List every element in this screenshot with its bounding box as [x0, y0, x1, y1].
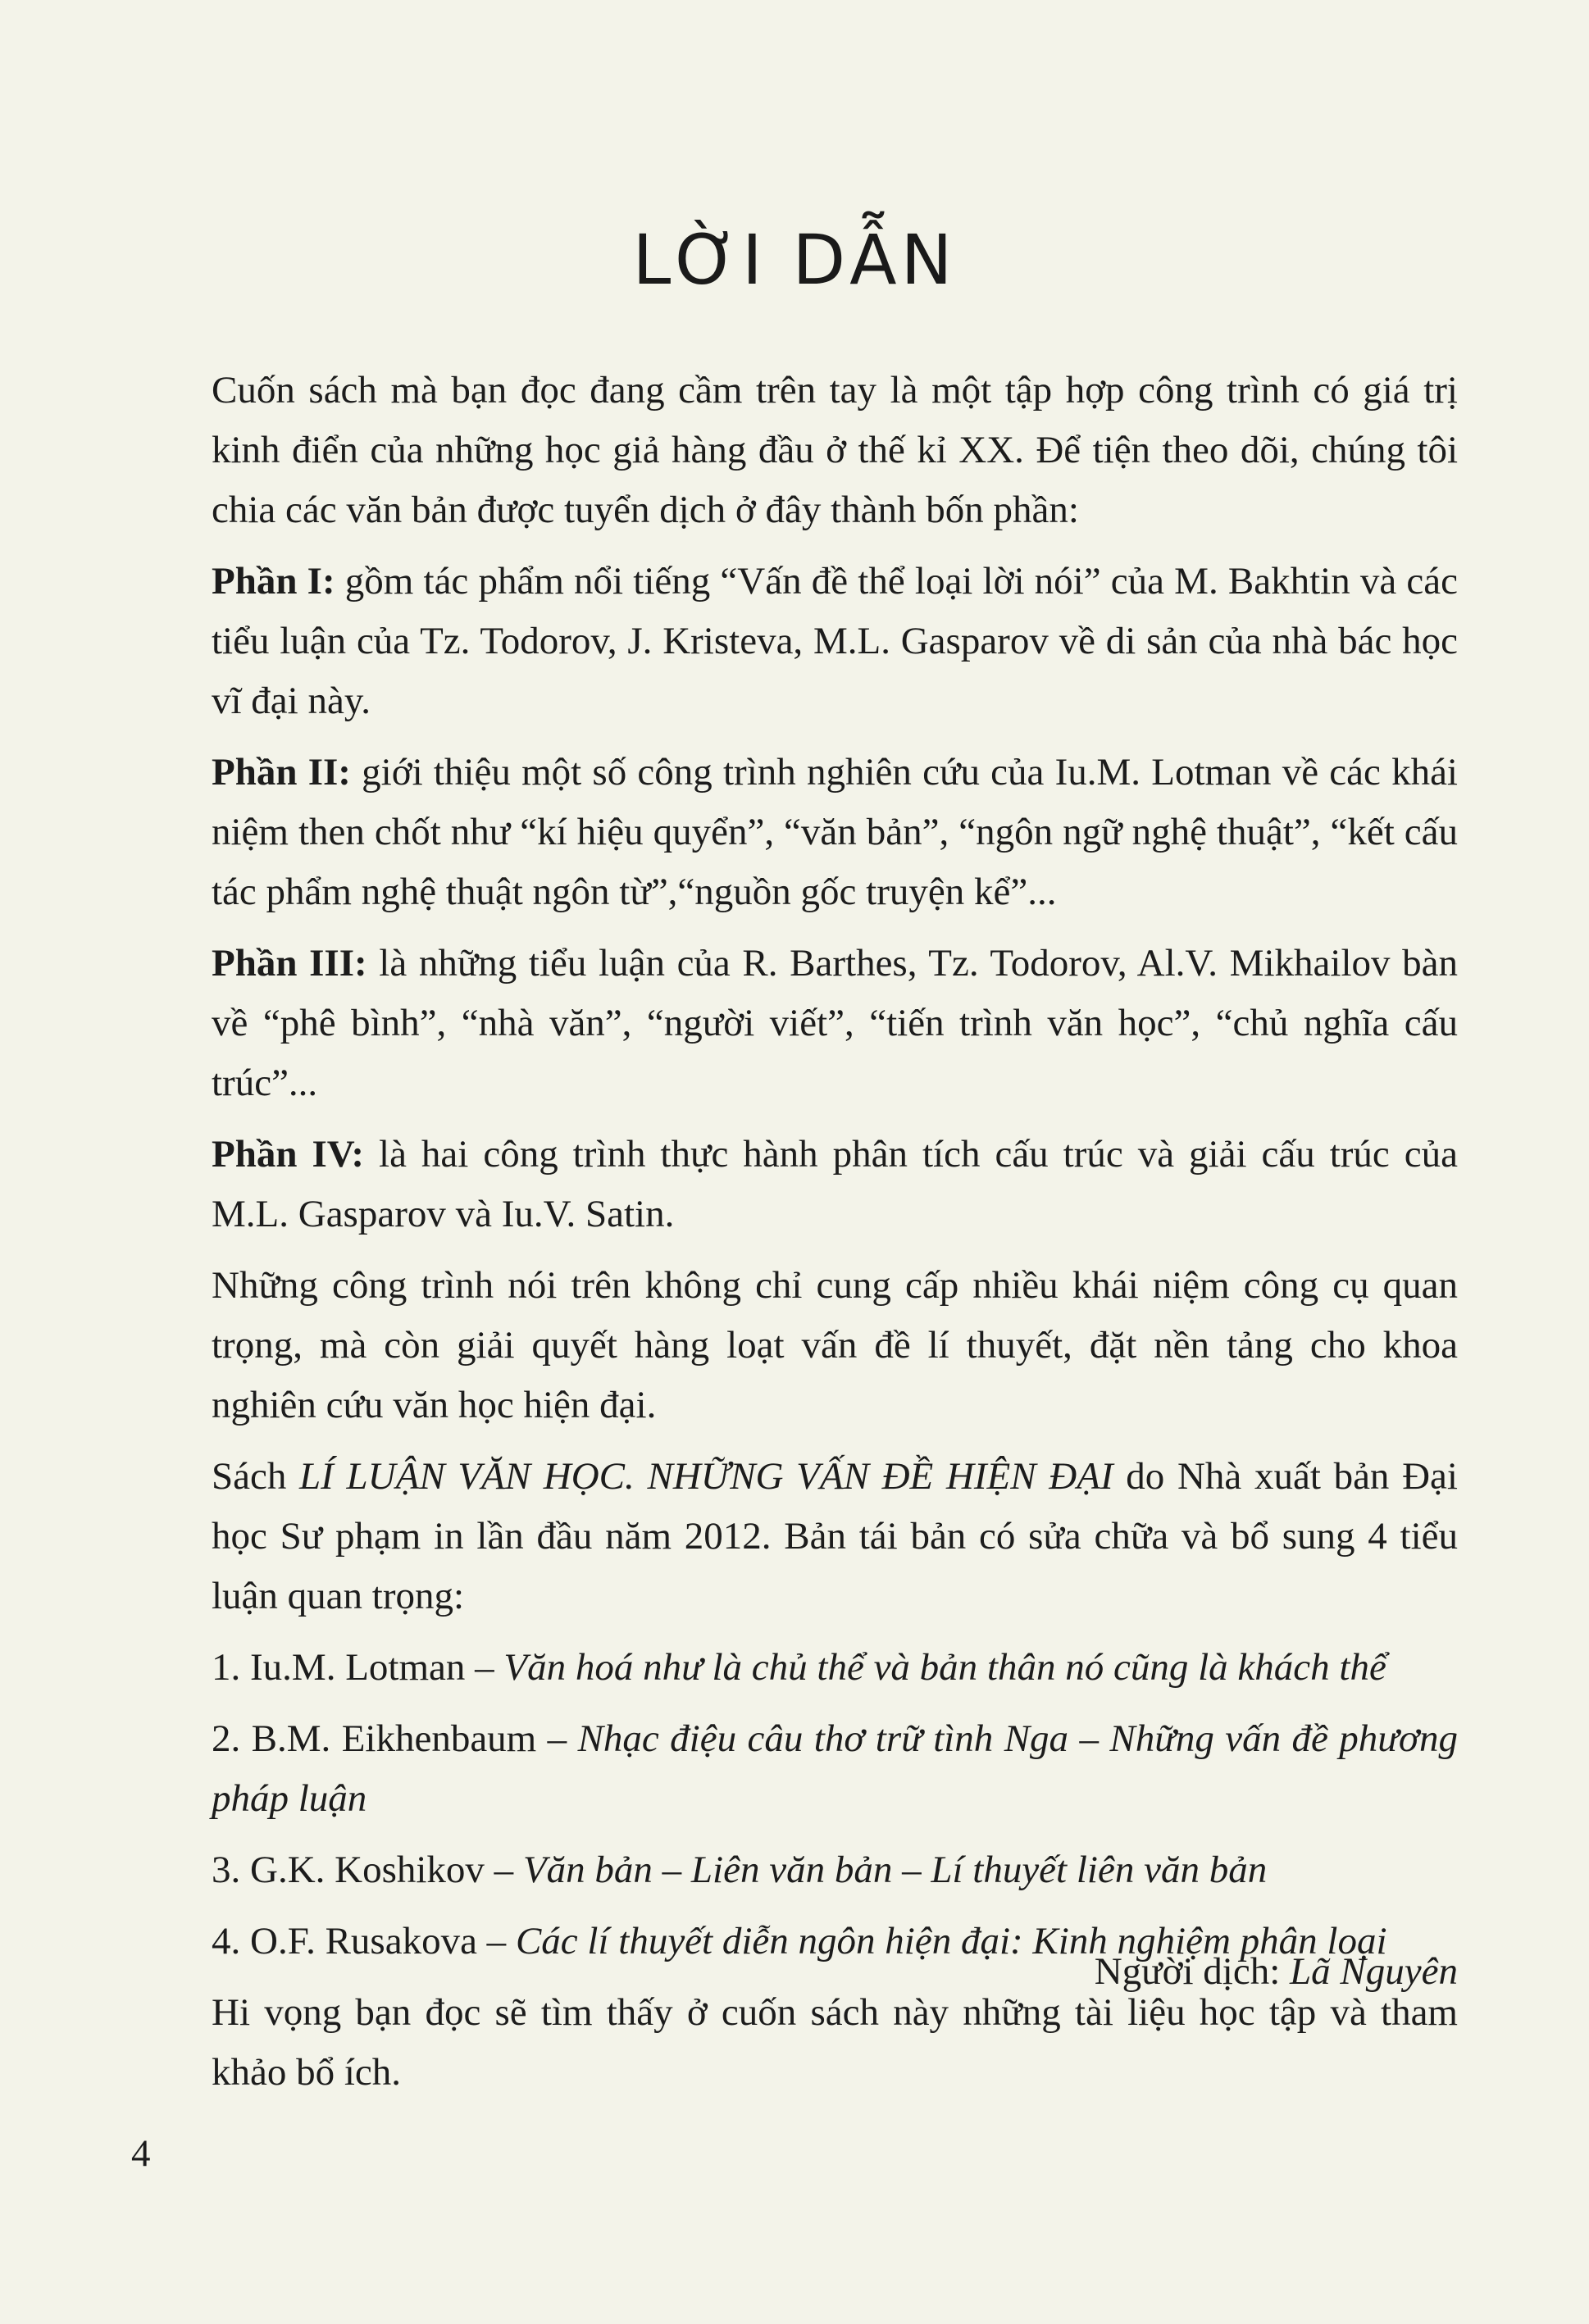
edition-suffix: do Nhà xuất bản Đại học Sư phạm in lần đầu năm 2012. Bản tái bản có sửa chữa và bổ sung 4 tiểu luận quan trọng: — [212, 1455, 1458, 1617]
translator-credit — [1095, 1949, 1458, 1994]
page-title: LỜI DẪN — [632, 220, 957, 300]
edition-prefix: Sách — [212, 1455, 300, 1498]
part-2-text: giới thiệu một số công trình nghiên cứu của Iu.M. Lotman về các khái niệm then chốt như “kí hiệu quyển”, “văn bản”, “ngôn ngữ nghệ thuật”, “kết cấu tác phẩm nghệ thuật ngôn từ”,“nguồn gốc truyện kể”... — [212, 751, 1458, 913]
part-3-text: là những tiểu luận của R. Barthes, Tz. Todorov, Al.V. Mikhailov bàn về “phê bình”, “nhà văn”, “người viết”, “tiến trình văn học”, “chủ nghĩa cấu trúc”... — [212, 942, 1458, 1104]
part-4-label: Phần IV: — [212, 1133, 365, 1176]
part-3-label: Phần III: — [212, 942, 367, 985]
essay-title: Văn hoá như là chủ thể và bản thân nó cũng là khách thể — [503, 1646, 1386, 1689]
essay-author: 4. O.F. Rusakova – — [212, 1920, 516, 1962]
part-1-paragraph — [212, 552, 1458, 731]
part-2-label: Phần II: — [212, 751, 351, 794]
essay-item — [212, 1638, 1458, 1698]
significance-paragraph: Những công trình nói trên không chỉ cung cấp nhiều khái niệm công cụ quan trọng, mà còn giải quyết hàng loạt vấn đề lí thuyết, đặt nền tảng cho khoa nghiên cứu văn học hiện đại. — [212, 1264, 1458, 1426]
essay-title: Các lí thuyết diễn ngôn hiện đại: Kinh nghiệm phân loại — [515, 1920, 1387, 1962]
part-4-paragraph — [212, 1125, 1458, 1244]
part-2-paragraph — [212, 743, 1458, 922]
part-1-text: gồm tác phẩm nổi tiếng “Vấn đề thể loại lời nói” của M. Bakhtin và các tiểu luận của Tz. Todorov, J. Kristeva, M.L. Gasparov về di sản của nhà bác học vĩ đại này. — [212, 560, 1458, 722]
essay-author: 3. G.K. Koshikov – — [212, 1849, 523, 1891]
essay-item — [212, 1709, 1458, 1829]
part-4-text: là hai công trình thực hành phân tích cấu trúc và giải cấu trúc của M.L. Gasparov và Iu.V. Satin. — [212, 1133, 1458, 1235]
part-3-paragraph — [212, 934, 1458, 1113]
essay-title: Nhạc điệu câu thơ trữ tình Nga – Những vấn đề phương pháp luận — [212, 1717, 1458, 1820]
translator-name: Lã Nguyên — [1290, 1950, 1458, 1993]
essay-author: 1. Iu.M. Lotman – — [212, 1646, 504, 1689]
essay-title: Văn bản – Liên văn bản – Lí thuyết liên văn bản — [522, 1849, 1268, 1891]
translator-label: Người dịch: — [1094, 1950, 1291, 1993]
edition-paragraph — [212, 1447, 1458, 1626]
closing-paragraph: Hi vọng bạn đọc sẽ tìm thấy ở cuốn sách này những tài liệu học tập và tham khảo bổ ích. — [212, 1991, 1458, 2094]
part-1-label: Phần I: — [212, 560, 335, 603]
body-text — [212, 361, 1458, 2114]
page-number: 4 — [131, 2132, 151, 2175]
essay-author: 2. B.M. Eikhenbaum – — [212, 1717, 578, 1760]
book-title: LÍ LUẬN VĂN HỌC. NHỮNG VẤN ĐỀ HIỆN ĐẠI — [299, 1455, 1113, 1498]
essay-item — [212, 1840, 1458, 1900]
intro-text: Cuốn sách mà bạn đọc đang cầm trên tay là một tập hợp công trình có giá trị kinh điển của những học giả hàng đầu ở thế kỉ XX. Để tiện theo dõi, chúng tôi chia các văn bản được tuyển dịch ở đây thành bốn phần: — [212, 369, 1458, 531]
intro-paragraph — [212, 361, 1458, 540]
